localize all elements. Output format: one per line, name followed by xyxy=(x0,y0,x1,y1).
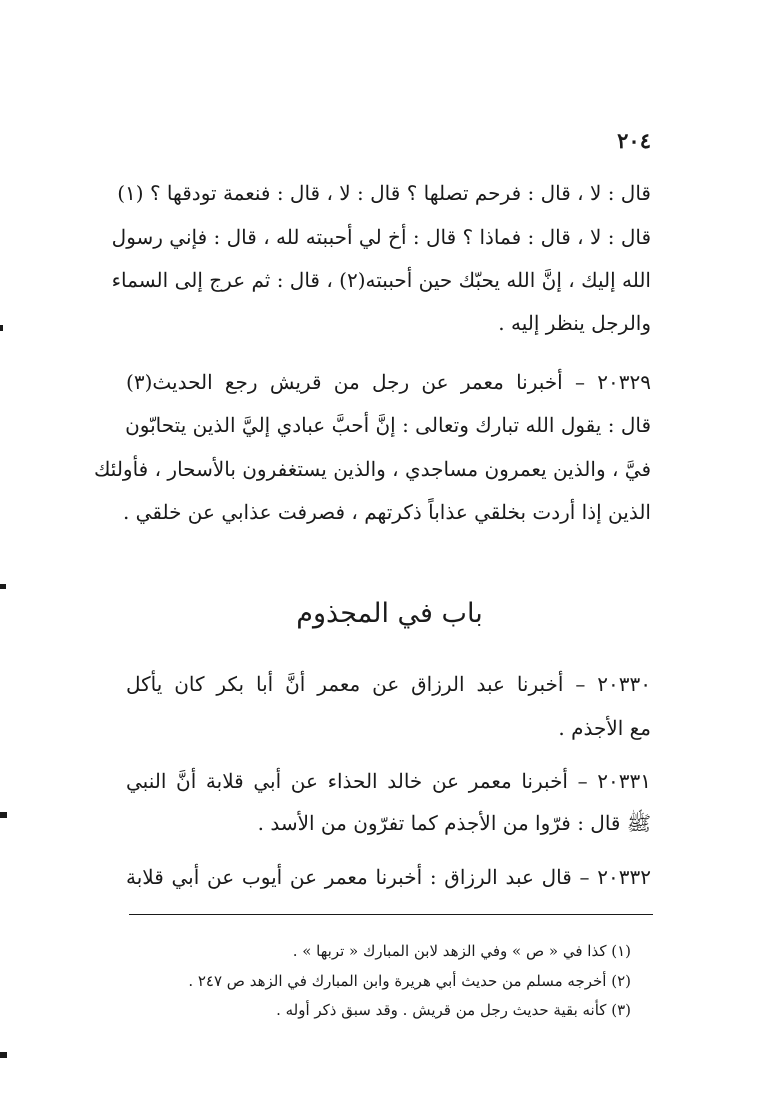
scan-mark xyxy=(0,584,6,589)
text-line: الذين إذا أردت بخلقي عذاباً ذكرتهم ، فصرفت عذابي عن خلقي . xyxy=(122,500,651,524)
text-line: فيَّ ، والذين يعمرون مساجدي ، والذين يستغفرون بالأسحار ، فأولئك xyxy=(93,457,651,481)
scan-mark xyxy=(0,1052,7,1058)
footnote: (١) كذا في « ص » وفي الزهد لابن المبارك « تربها » . xyxy=(292,942,631,960)
scan-mark xyxy=(0,812,7,818)
scan-mark xyxy=(0,325,3,331)
footnote-separator xyxy=(129,914,653,915)
text-line: ﷺ قال : فرّوا من الأجذم كما تفرّون من الأسد . xyxy=(257,811,651,835)
text-line: ٢٠٣٢٩ – أخبرنا معمر عن رجل من قريش رجع الحديث(٣) xyxy=(126,370,651,394)
section-heading: باب في المجذوم xyxy=(296,598,483,629)
text-line: ٢٠٣٣١ – أخبرنا معمر عن خالد الحذاء عن أبي قلابة أنَّ النبي xyxy=(126,769,651,793)
footnote: (٣) كأنه بقية حديث رجل من قريش . وقد سبق ذكر أوله . xyxy=(276,1001,631,1019)
text-line: قال : يقول الله تبارك وتعالى : إنَّ أحبَّ عبادي إليَّ الذين يتحابّون xyxy=(125,413,651,437)
text-line: والرجل ينظر إليه . xyxy=(498,311,651,335)
text-line: مع الأجذم . xyxy=(558,716,651,740)
page-number: ٢٠٤ xyxy=(617,128,651,153)
text-line: الله إليك ، إنَّ الله يحبّك حين أحببته(٢) ، قال : ثم عرج إلى السماء xyxy=(111,268,651,292)
footnote: (٢) أخرجه مسلم من حديث أبي هريرة وابن المبارك في الزهد ص ٢٤٧ . xyxy=(188,972,631,990)
text-line: قال : لا ، قال : فرحم تصلها ؟ قال : لا ، قال : فنعمة تودقها ؟ (١) xyxy=(117,181,651,205)
text-line: قال : لا ، قال : فماذا ؟ قال : أخ لي أحببته لله ، قال : فإني رسول xyxy=(111,225,651,249)
text-line: ٢٠٣٣٠ – أخبرنا عبد الرزاق عن معمر أنَّ أبا بكر كان يأكل xyxy=(126,672,651,696)
text-line: ٢٠٣٣٢ – قال عبد الرزاق : أخبرنا معمر عن أيوب عن أبي قلابة xyxy=(126,865,651,889)
